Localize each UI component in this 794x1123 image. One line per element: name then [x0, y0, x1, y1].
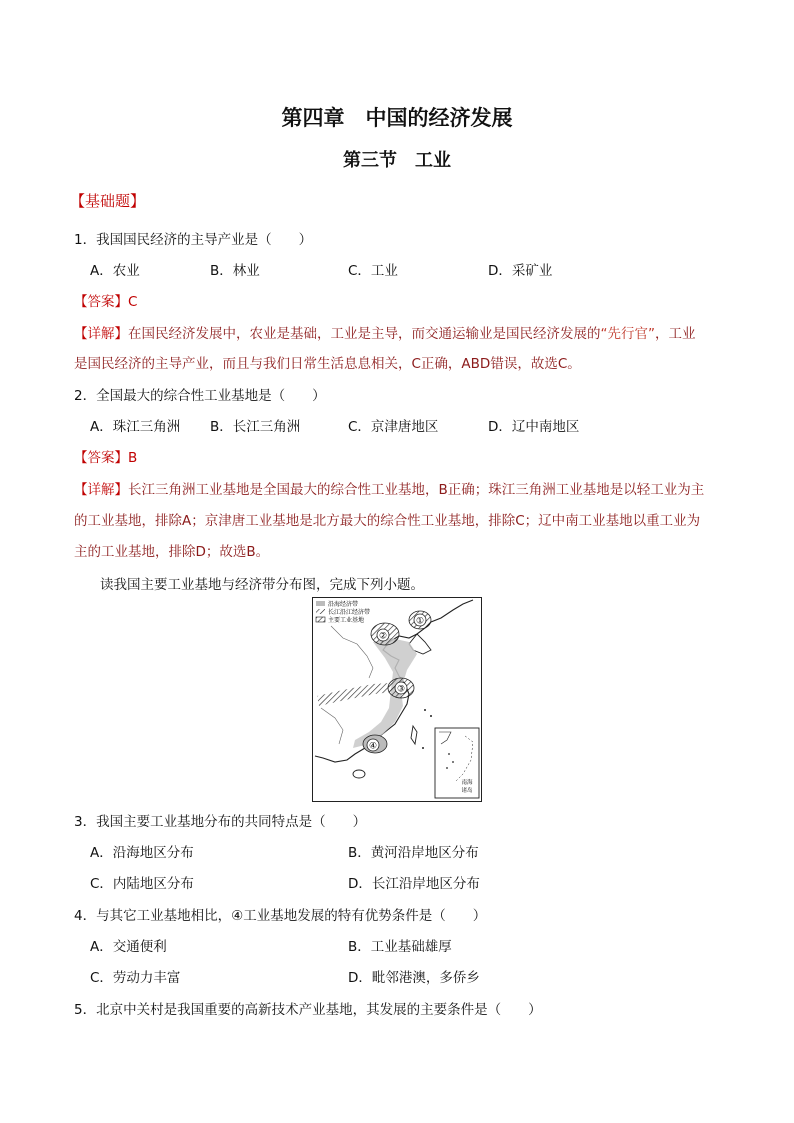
chapter-title: 第四章 中国的经济发展: [281, 105, 513, 130]
question-1-detail-line-1: [74, 322, 696, 342]
question-2-option-b: B．长江三角洲: [210, 419, 301, 435]
question-1-detail-line-2: 是国民经济的主导产业，而且与我们日常生活息息相关，C正确，ABD错误，故选C。: [74, 356, 581, 372]
section-title: 第三节 工业: [343, 150, 451, 171]
question-3-option-a: A．沿海地区分布: [90, 845, 194, 861]
legend-label-coastal: 沿海经济带: [328, 601, 359, 608]
question-2-detail-line-1: [74, 478, 704, 498]
map-intro: 读我国主要工业基地与经济带分布图，完成下列小题。: [100, 577, 424, 593]
question-2-option-d: D．辽中南地区: [488, 419, 580, 435]
marker-2: ②: [378, 631, 388, 642]
question-1-option-c: C．工业: [348, 263, 398, 279]
detail-text: 长江三角洲工业基地是全国最大的综合性工业基地，B正确；珠江三角洲工业基地是以轻工业为主: [128, 482, 705, 498]
question-2-stem: 2．全国最大的综合性工业基地是（ ）: [74, 388, 326, 404]
question-1-option-d: D．采矿业: [488, 263, 553, 279]
basic-questions-label: 【基础题】: [70, 192, 146, 210]
hainan-outline: [353, 770, 365, 778]
question-4-option-b: B．工业基础雄厚: [348, 939, 452, 955]
marker-4: ④: [368, 741, 378, 752]
question-1-option-b: B．林业: [210, 263, 260, 279]
question-1-option-a: A．农业: [90, 263, 140, 279]
detail-label: 【详解】: [74, 326, 128, 342]
inland-border: [331, 626, 373, 678]
detail-quote: “先行官”: [600, 326, 655, 342]
detail-label: 【详解】: [74, 482, 128, 498]
question-4-stem: 4．与其它工业基地相比，④工业基地发展的特有优势条件是（ ）: [74, 908, 487, 924]
question-3-option-c: C．内陆地区分布: [90, 876, 194, 892]
question-4-option-a: A．交通便利: [90, 939, 167, 955]
taiwan-outline: [411, 726, 417, 744]
marker-1: ①: [415, 616, 425, 627]
legend-label-base: 主要工业基地: [328, 617, 365, 624]
question-3-option-d: D．长江沿岸地区分布: [348, 876, 480, 892]
inset-label-2: 诸岛: [461, 788, 473, 794]
legend-swatch-coastal: [316, 601, 325, 606]
legend-label-yangtze: 长江沿江经济带: [328, 609, 371, 616]
detail-text: 在国民经济发展中，农业是基础，工业是主导，而交通运输业是国民经济发展的: [128, 326, 601, 342]
question-1-stem: 1．我国国民经济的主导产业是（ ）: [74, 232, 313, 248]
question-2-answer: 【答案】B: [74, 450, 138, 466]
marker-3: ③: [396, 684, 406, 695]
question-2-detail-line-3: 主的工业基地，排除D；故选B。: [74, 544, 270, 560]
legend-swatch-yangtze: [316, 609, 325, 614]
question-5-stem: 5．北京中关村是我国重要的高新技术产业基地，其发展的主要条件是（ ）: [74, 1002, 542, 1018]
question-3-option-b: B．黄河沿岸地区分布: [348, 845, 479, 861]
detail-text-end: ，工业: [655, 326, 696, 342]
inset-label-1: 南海: [461, 780, 473, 786]
question-2-option-c: C．京津唐地区: [348, 419, 439, 435]
question-2-detail-line-2: 的工业基地，排除A；京津唐工业基地是北方最大的综合性工业基地，排除C；辽中南工业基地以重工业为: [74, 513, 701, 529]
legend-swatch-base: [316, 617, 325, 622]
industrial-base-map: [312, 597, 482, 802]
map-svg: [313, 598, 481, 801]
question-3-stem: 3．我国主要工业基地分布的共同特点是（ ）: [74, 814, 367, 830]
question-4-option-d: D．毗邻港澳，多侨乡: [348, 970, 480, 986]
question-2-option-a: A．珠江三角洲: [90, 419, 181, 435]
question-1-answer: 【答案】C: [74, 294, 138, 310]
inland-border-2: [321, 708, 343, 744]
question-4-option-c: C．劳动力丰富: [90, 970, 181, 986]
